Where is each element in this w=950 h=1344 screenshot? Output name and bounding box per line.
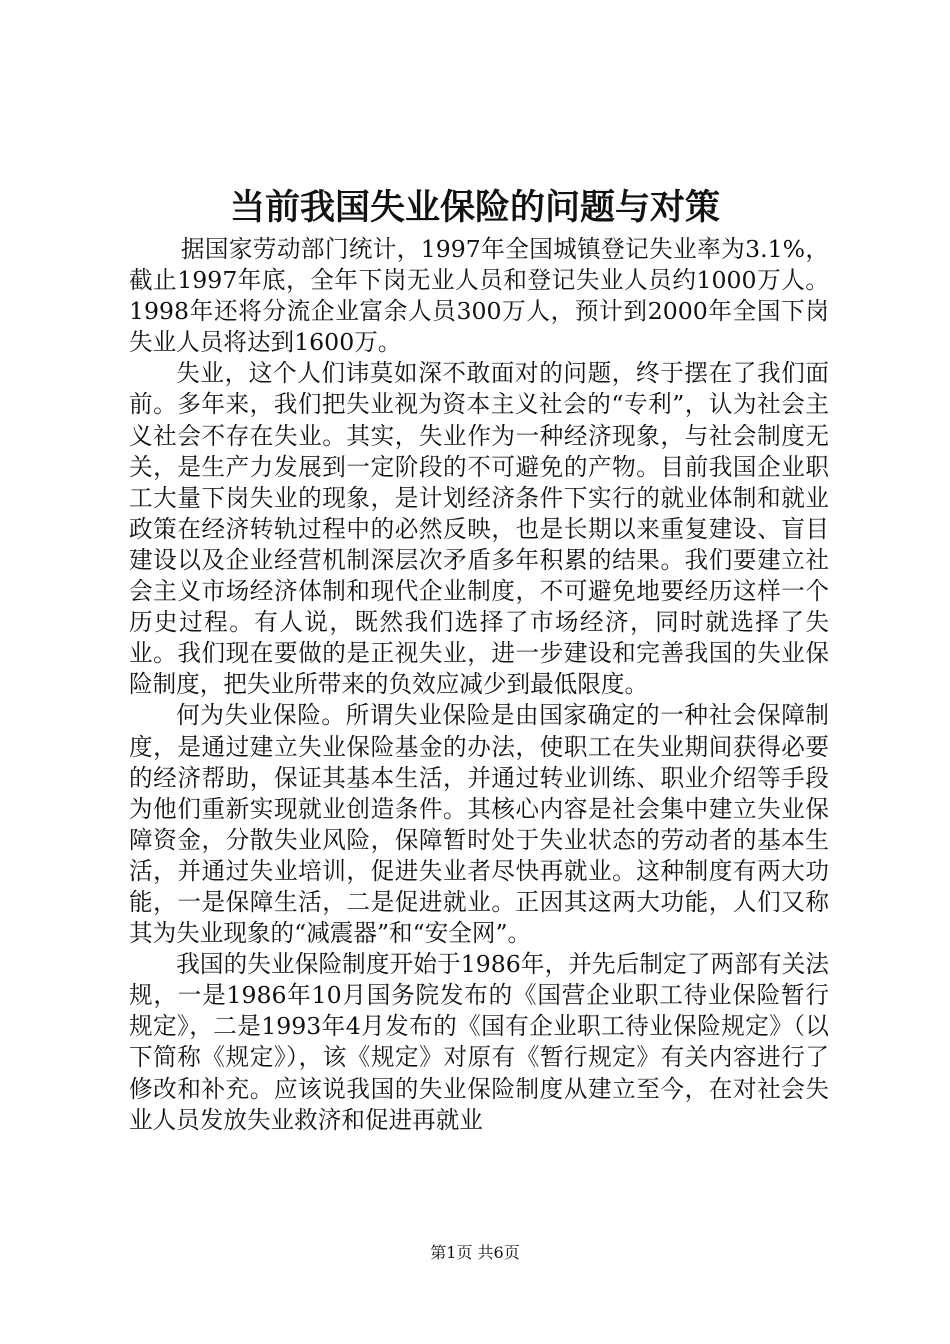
page-number-footer: 第1页 共6页	[430, 1243, 520, 1262]
paragraph-4: 我国的失业保险制度开始于1986年，并先后制定了两部有关法规，一是1986年10月国务院发布的《国营企业职工待业保险暂行规定》，二是1993年4月发布的《国有企业职工待业保险规定》（以下简称《规定》），该《规定》对原有《暂行规定》有关内容进行了修改和补充。应该说我国的失业保险制度从建立至今，在对社会失业人员发放失业救济和促进再就业	[129, 950, 829, 1134]
paragraph-1: 据国家劳动部门统计，1997年全国城镇登记失业率为3.1%，截止1997年底，全年下岗无业人员和登记失业人员约1000万人。1998年还将分流企业富余人员300万人，预计到2000年全国下岗失业人员将达到1600万。	[129, 235, 829, 357]
document-body	[129, 234, 829, 1136]
paragraph-2: 失业，这个人们讳莫如深不敢面对的问题，终于摆在了我们面前。多年来，我们把失业视为资本主义社会的“专利”，认为社会主义社会不存在失业。其实，失业作为一种经济现象，与社会制度无关，是生产力发展到一定阶段的不可避免的产物。目前我国企业职工大量下岗失业的现象，是计划经济条件下实行的就业体制和就业政策在经济转轨过程中的必然反映，也是长期以来重复建设、盲目建设以及企业经营机制深层次矛盾多年积累的结果。我们要建立社会主义市场经济体制和现代企业制度，不可避免地要经历这样一个历史过程。有人说，既然我们选择了市场经济，同时就选择了失业。我们现在要做的是正视失业，进一步建设和完善我国的失业保险制度，把失业所带来的负效应减少到最低限度。	[129, 359, 829, 699]
paragraph-3: 何为失业保险。所谓失业保险是由国家确定的一种社会保障制度，是通过建立失业保险基金的办法，使职工在失业期间获得必要的经济帮助，保证其基本生活，并通过转业训练、职业介绍等手段为他们重新实现就业创造条件。其核心内容是社会集中建立失业保障资金，分散失业风险，保障暂时处于失业状态的劳动者的基本生活，并通过失业培训，促进失业者尽快再就业。这种制度有两大功能，一是保障生活，二是促进就业。正因其这两大功能，人们又称其为失业现象的“减震器”和“安全网”。	[129, 701, 829, 948]
document-title: 当前我国失业保险的问题与对策	[229, 187, 720, 228]
